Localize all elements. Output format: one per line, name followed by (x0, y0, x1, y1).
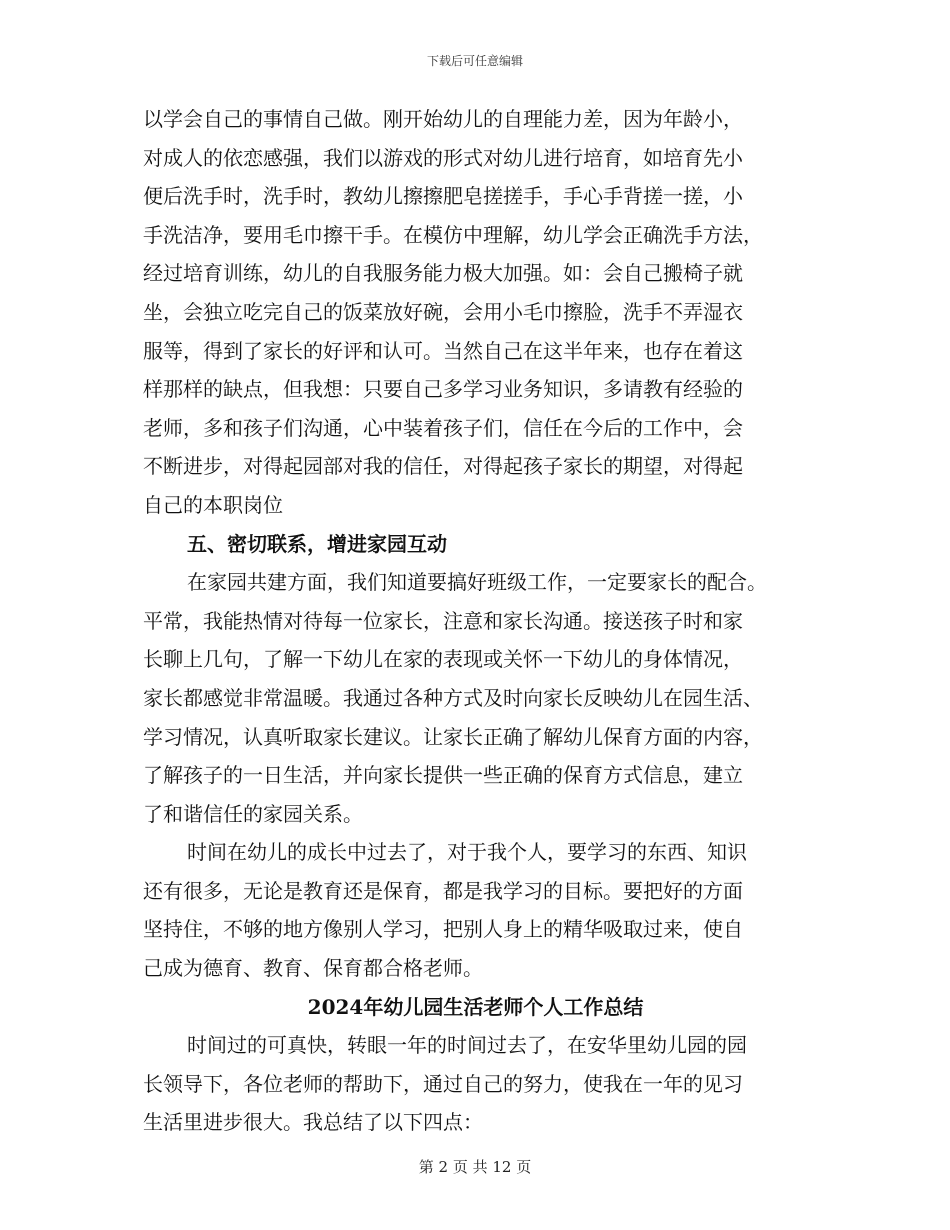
body-text-line: 不断进步，对得起园部对我的信任，对得起孩子家长的期望，对得起 (143, 454, 743, 479)
body-text-line: 了解孩子的一日生活，并向家长提供一些正确的保育方式信息，建立 (143, 763, 743, 788)
body-text-line: 生活里进步很大。我总结了以下四点： (143, 1110, 483, 1135)
document-body (143, 100, 808, 1142)
body-text-line: 家长都感觉非常温暖。我通过各种方式及时向家长反映幼儿在园生活、 (143, 685, 763, 710)
body-text-line: 了和谐信任的家园关系。 (143, 801, 363, 826)
body-text-line: 手洗洁净，要用毛巾擦干手。在模仿中理解，幼儿学会正确洗手方法， (143, 222, 763, 247)
header-note: 下载后可任意编辑 (426, 54, 523, 68)
body-text-line: 服等，得到了家长的好评和认可。当然自己在这半年来，也存在着这 (143, 338, 743, 363)
page-number: 第 2 页 共 12 页 (418, 1158, 532, 1176)
body-text-line: 长领导下，各位老师的帮助下，通过自己的努力，使我在一年的见习 (143, 1071, 743, 1096)
paragraph-first-line: 时间在幼儿的成长中过去了，对于我个人，要学习的东西、知识 (187, 840, 747, 865)
body-text-line: 以学会自己的事情自己做。刚开始幼儿的自理能力差，因为年龄小， (143, 107, 743, 131)
paragraph-first-line: 时间过的可真快，转眼一年的时间过去了，在安华里幼儿园的园 (187, 1033, 747, 1058)
body-text-line: 坐，会独立吃完自己的饭菜放好碗，会用小毛巾擦脸，洗手不弄湿衣 (143, 299, 743, 324)
body-text-line: 己成为德育、教育、保育都合格老师。 (143, 956, 483, 981)
body-text-line: 长聊上几句，了解一下幼儿在家的表现或关怀一下幼儿的身体情况， (143, 647, 743, 672)
body-text-line: 平常，我能热情对待每一位家长，注意和家长沟通。接送孩子时和家 (143, 608, 743, 633)
body-text-line: 便后洗手时，洗手时，教幼儿擦擦肥皂搓搓手，手心手背搓一搓，小 (143, 184, 743, 209)
body-text-line: 学习情况，认真听取家长建议。让家长正确了解幼儿保育方面的内容， (143, 724, 763, 749)
body-text-line: 自己的本职岗位 (143, 492, 283, 517)
body-text-line: 还有很多，无论是教育还是保育，都是我学习的目标。要把好的方面 (143, 878, 743, 903)
section-heading: 五、密切联系，增进家园互动 (187, 531, 447, 556)
body-text-line: 样那样的缺点，但我想：只要自己多学习业务知识，多请教有经验的 (143, 377, 743, 402)
body-text-line: 老师，多和孩子们沟通，心中装着孩子们，信任在今后的工作中，会 (143, 415, 743, 440)
body-text-line: 经过培育训练，幼儿的自我服务能力极大加强。如：会自己搬椅子就 (143, 261, 743, 286)
body-text-line: 对成人的依恋感强，我们以游戏的形式对幼儿进行培育，如培育先小 (143, 145, 743, 170)
document-title: 2024年幼儿园生活老师个人工作总结 (307, 994, 644, 1019)
body-text-line: 坚持住，不够的地方像别人学习，把别人身上的精华吸取过来，使自 (143, 917, 743, 942)
paragraph-first-line: 在家园共建方面，我们知道要搞好班级工作，一定要家长的配合。 (187, 570, 767, 595)
